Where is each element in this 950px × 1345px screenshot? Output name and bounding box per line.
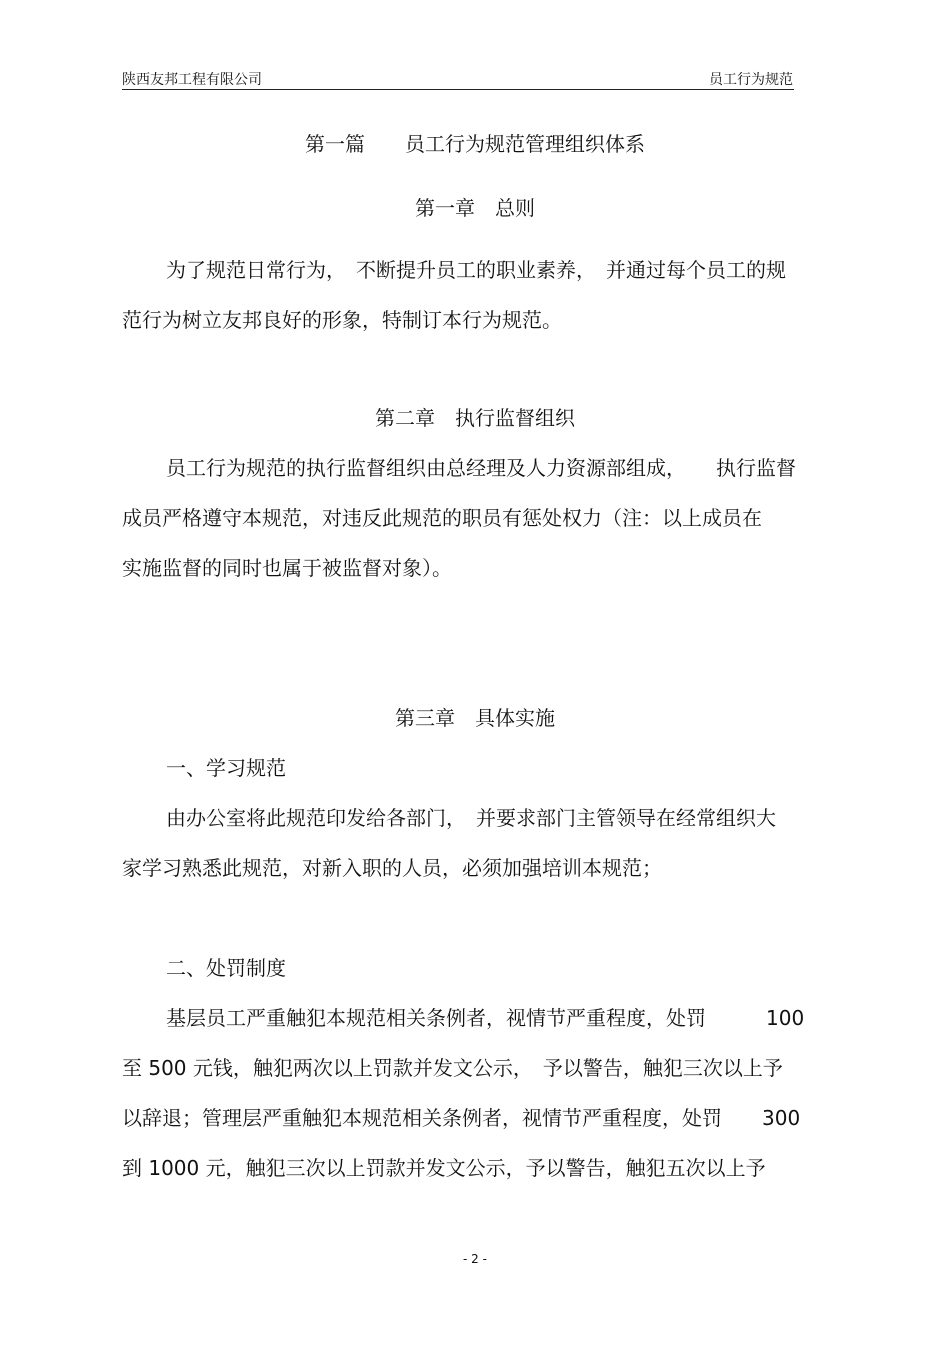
section-2-paragraph-line: 到 1000 元，触犯三次以上罚款并发文公示，予以警告，触犯五次以上予 xyxy=(122,1156,766,1180)
section-1-paragraph-line: 由办公室将此规范印发给各部门， 并要求部门主管领导在经常组织大 xyxy=(166,806,776,830)
section-2-paragraph-line: 至 500 元钱，触犯两次以上罚款并发文公示， 予以警告，触犯三次以上予 xyxy=(122,1056,783,1080)
chapter-2-paragraph-line: 员工行为规范的执行监督组织由总经理及人力资源部组成， 执行监督 xyxy=(166,456,796,480)
chapter-1-title: 第一章 总则 xyxy=(415,196,535,220)
header-document-title: 员工行为规范 xyxy=(709,72,793,88)
section-2-heading: 二、处罚制度 xyxy=(166,956,286,980)
page-number: - 2 - xyxy=(463,1252,487,1266)
section-1-heading: 一、学习规范 xyxy=(166,756,286,780)
header-divider xyxy=(122,89,794,90)
section-2-paragraph-line: 基层员工严重触犯本规范相关条例者，视情节严重程度，处罚 100 xyxy=(166,1006,805,1030)
section-2-paragraph-line: 以辞退；管理层严重触犯本规范相关条例者，视情节严重程度，处罚 300 xyxy=(122,1106,801,1130)
chapter-3-title: 第三章 具体实施 xyxy=(395,706,555,730)
part-title: 第一篇 员工行为规范管理组织体系 xyxy=(305,132,645,156)
chapter-1-paragraph-line: 为了规范日常行为， 不断提升员工的职业素养， 并通过每个员工的规 xyxy=(166,258,786,282)
chapter-1-paragraph-line: 范行为树立友邦良好的形象，特制订本行为规范。 xyxy=(122,308,562,332)
header-company-name: 陕西友邦工程有限公司 xyxy=(122,72,262,88)
chapter-2-title: 第二章 执行监督组织 xyxy=(375,406,575,430)
section-1-paragraph-line: 家学习熟悉此规范，对新入职的人员，必须加强培训本规范； xyxy=(122,856,662,880)
chapter-2-paragraph-line: 实施监督的同时也属于被监督对象）。 xyxy=(122,556,452,580)
chapter-2-paragraph-line: 成员严格遵守本规范，对违反此规范的职员有惩处权力（注：以上成员在 xyxy=(122,506,762,530)
